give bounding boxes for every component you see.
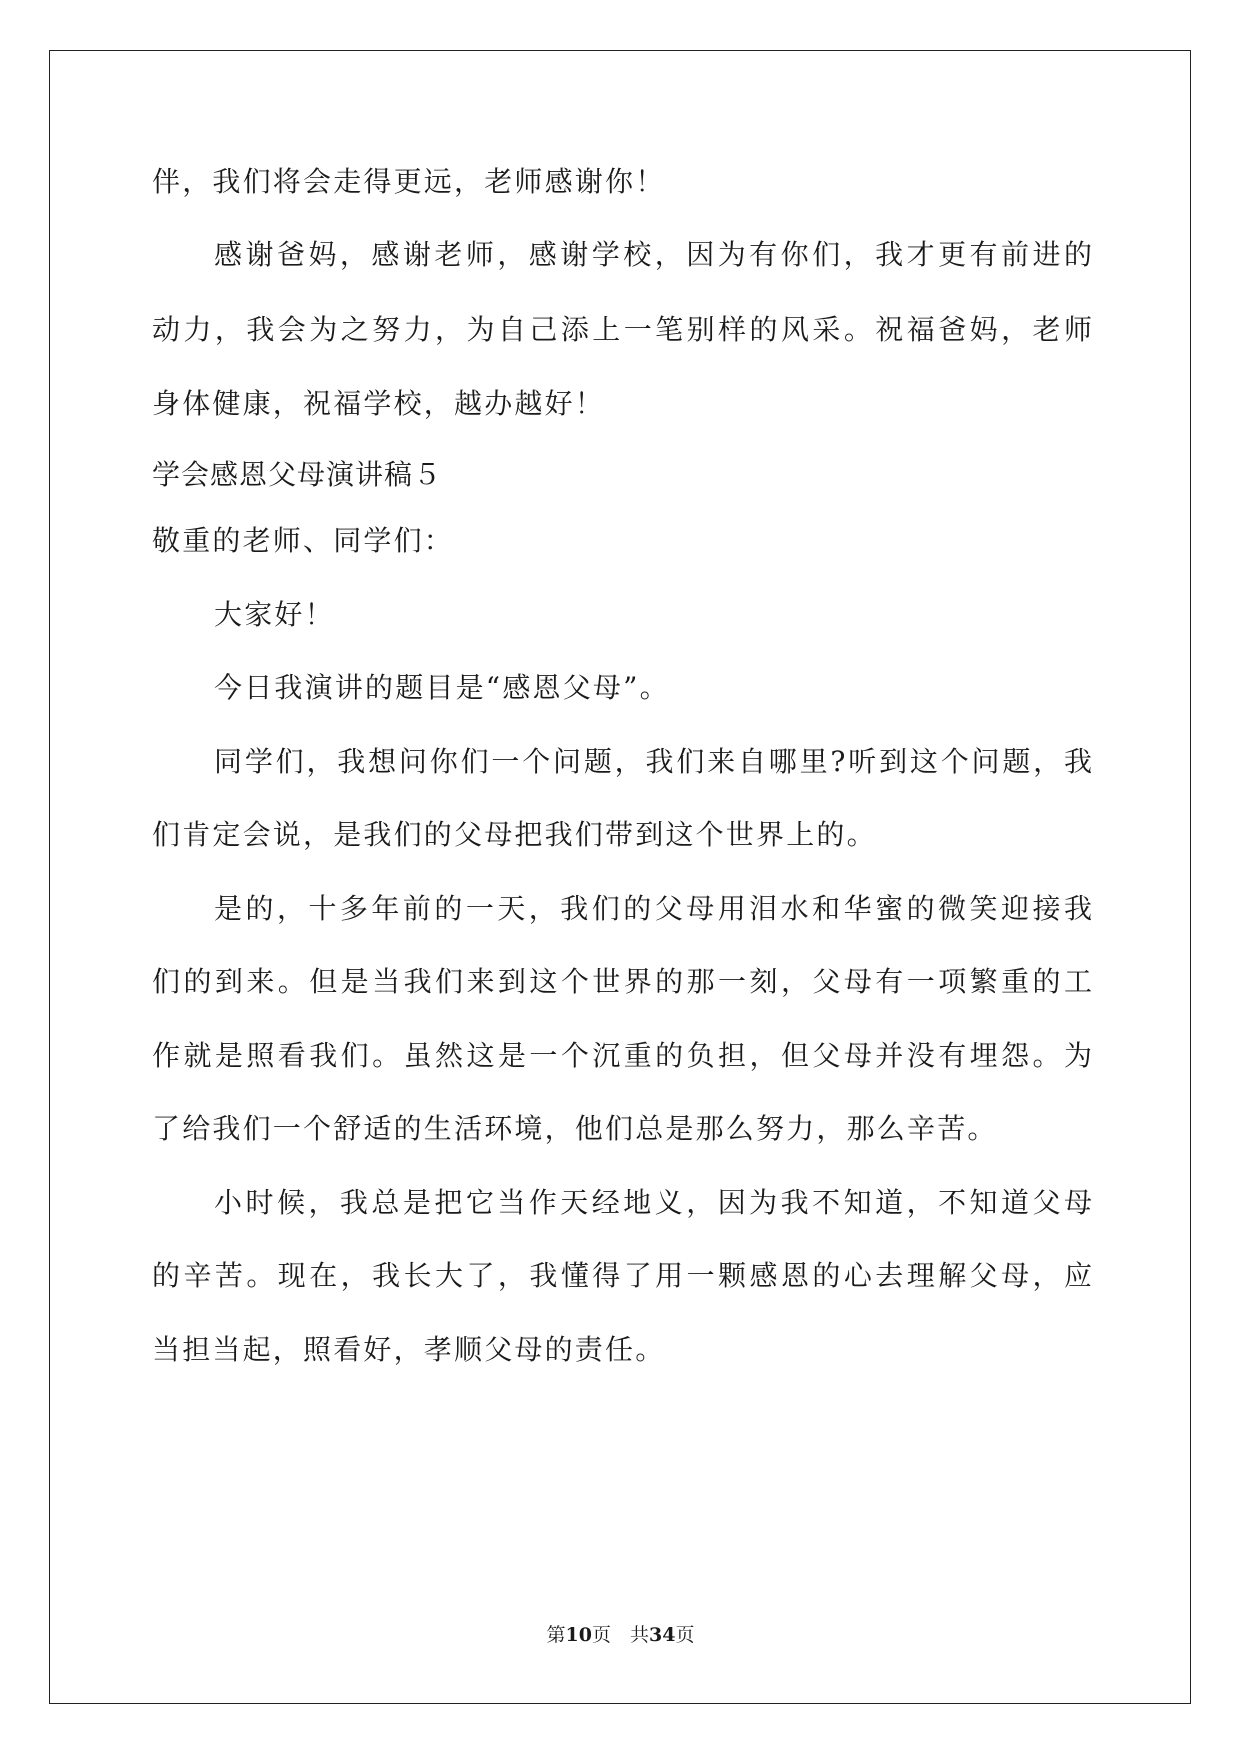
page-footer bbox=[0, 1623, 1241, 1647]
salutation: 敬重的老师、同学们： bbox=[152, 524, 455, 557]
paragraph-line: 伴，我们将会走得更远，老师感谢你！ bbox=[152, 165, 666, 198]
paragraph-line: 今日我演讲的题目是“感恩父母”。 bbox=[214, 671, 670, 704]
paragraph-line: 了给我们一个舒适的生活环境，他们总是那么努力，那么辛苦。 bbox=[152, 1112, 998, 1145]
paragraph-line: 感谢爸妈，感谢老师，感谢学校，因为有你们，我才更有前进的 bbox=[214, 238, 1092, 271]
page-border bbox=[49, 50, 1191, 1704]
page-suffix: 页 bbox=[675, 1624, 695, 1646]
page-total: 34 bbox=[649, 1624, 676, 1646]
page-prefix: 第 bbox=[546, 1624, 566, 1646]
paragraph-line: 作就是照看我们。虽然这是一个沉重的负担，但父母并没有埋怨。为 bbox=[152, 1039, 1092, 1072]
greeting: 大家好！ bbox=[214, 598, 335, 631]
paragraph-line: 小时候，我总是把它当作天经地义，因为我不知道，不知道父母 bbox=[214, 1186, 1092, 1219]
paragraph-line: 的辛苦。现在，我长大了，我懂得了用一颗感恩的心去理解父母，应 bbox=[152, 1259, 1092, 1292]
paragraph-line: 是的，十多年前的一天，我们的父母用泪水和华蜜的微笑迎接我 bbox=[214, 892, 1092, 925]
paragraph-line: 当担当起，照看好，孝顺父母的责任。 bbox=[152, 1333, 666, 1366]
page-middle: 页 共 bbox=[591, 1624, 649, 1646]
page-current: 10 bbox=[565, 1624, 592, 1646]
section-title: 学会感恩父母演讲稿５ bbox=[152, 458, 443, 491]
paragraph-line: 身体健康，祝福学校，越办越好！ bbox=[152, 387, 606, 420]
paragraph-line: 动力，我会为之努力，为自己添上一笔别样的风采。祝福爸妈，老师 bbox=[152, 313, 1092, 346]
paragraph-line: 们的到来。但是当我们来到这个世界的那一刻，父母有一项繁重的工 bbox=[152, 965, 1092, 998]
paragraph-line: 同学们，我想问你们一个问题，我们来自哪里?听到这个问题，我 bbox=[214, 745, 1092, 778]
paragraph-line: 们肯定会说，是我们的父母把我们带到这个世界上的。 bbox=[152, 818, 877, 851]
